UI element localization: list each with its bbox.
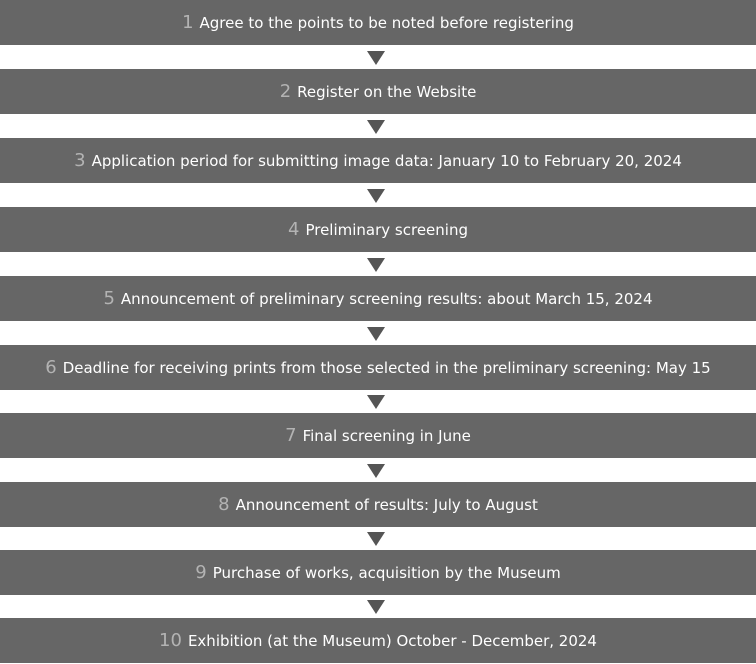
step-label: Exhibition (at the Museum) October - December, 2024 <box>187 631 597 650</box>
step-6 <box>0 345 756 390</box>
step-number: 7 <box>285 425 297 446</box>
step-1 <box>0 0 756 45</box>
down-arrow-icon <box>367 189 385 203</box>
step-7 <box>0 413 756 458</box>
down-arrow-icon <box>367 532 385 546</box>
step-label: Deadline for receiving prints from those selected in the preliminary screening: May 15 <box>62 358 711 377</box>
down-arrow-icon <box>367 327 385 341</box>
step-number: 5 <box>103 288 115 309</box>
step-2 <box>0 69 756 114</box>
step-number: 6 <box>45 357 57 378</box>
down-arrow-icon <box>367 51 385 65</box>
down-arrow-icon <box>367 120 385 134</box>
step-5 <box>0 276 756 321</box>
step-number: 2 <box>279 81 292 102</box>
step-number: 3 <box>74 150 86 171</box>
step-label: Purchase of works, acquisition by the Museum <box>212 563 561 582</box>
step-label: Agree to the points to be noted before registering <box>199 13 574 32</box>
step-number: 8 <box>218 494 230 515</box>
step-10 <box>0 618 756 663</box>
step-label: Announcement of preliminary screening results: about March 15, 2024 <box>120 289 653 308</box>
step-9 <box>0 550 756 595</box>
step-number: 1 <box>182 12 194 33</box>
step-4 <box>0 207 756 252</box>
step-label: Final screening in June <box>302 426 471 445</box>
step-label: Register on the Website <box>297 82 477 101</box>
step-3 <box>0 138 756 183</box>
down-arrow-icon <box>367 600 385 614</box>
step-number: 9 <box>195 562 207 583</box>
down-arrow-icon <box>367 464 385 478</box>
step-number: 4 <box>288 219 300 240</box>
step-label: Announcement of results: July to August <box>235 495 538 514</box>
down-arrow-icon <box>367 258 385 272</box>
step-number: 10 <box>159 630 182 651</box>
step-label: Application period for submitting image data: January 10 to February 20, 2024 <box>91 151 682 170</box>
down-arrow-icon <box>367 395 385 409</box>
step-8 <box>0 482 756 527</box>
step-label: Preliminary screening <box>305 220 468 239</box>
